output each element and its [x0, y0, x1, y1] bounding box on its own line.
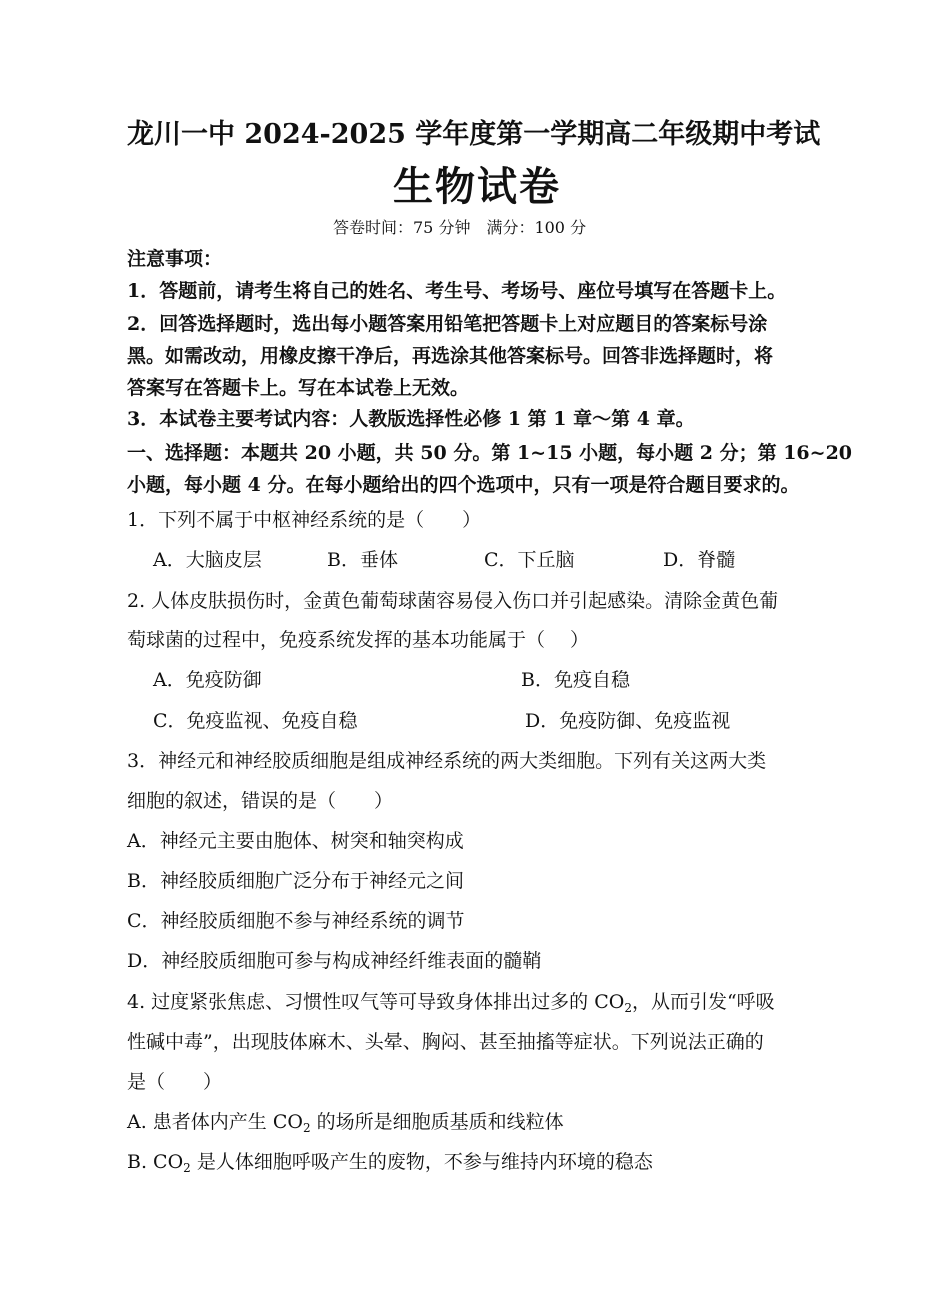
- q3-stem-b: 细胞的叙述，错误的是（ ）: [127, 790, 394, 812]
- q4-option-b: [127, 1149, 653, 1175]
- q4-stem-b: 性碱中毒”，出现肢体麻木、头晕、胸闷、甚至抽搐等症状。下列说法正确的: [127, 1031, 764, 1053]
- q1-option-d: D．脊髓: [663, 549, 736, 571]
- q4-option-b-part1: B. CO: [127, 1151, 184, 1173]
- q1-option-b: B．垂体: [327, 549, 398, 571]
- q2-option-a: A．免疫防御: [153, 669, 262, 691]
- section-1-intro-a: 一、选择题：本题共 20 小题，共 50 分。第 1~15 小题，每小题 2 分；第 16~20: [127, 442, 853, 464]
- note-1: 1．答题前，请考生将自己的姓名、考生号、考场号、座位号填写在答题卡上。: [127, 280, 787, 302]
- notes-heading: 注意事项：: [127, 248, 223, 270]
- q3-option-c: C．神经胶质细胞不参与神经系统的调节: [127, 910, 465, 932]
- q2-option-d: D．免疫防御、免疫监视: [525, 710, 731, 732]
- q4-option-a-part2: 的场所是细胞质基质和线粒体: [310, 1111, 564, 1133]
- exam-info: 答卷时间：75 分钟 满分：100 分: [333, 218, 587, 237]
- note-2-line-b: 黑。如需改动，用橡皮擦干净后，再选涂其他答案标号。回答非选择题时，将: [127, 345, 774, 367]
- q3-stem-a: 3．神经元和神经胶质细胞是组成神经系统的两大类细胞。下列有关这两大类: [127, 750, 767, 772]
- note-3: 3．本试卷主要考试内容：人教版选择性必修 1 第 1 章～第 4 章。: [127, 408, 695, 430]
- section-1-intro-b: 小题，每小题 4 分。在每小题给出的四个选项中，只有一项是符合题目要求的。: [127, 474, 800, 496]
- q1-option-c: C．下丘脑: [484, 549, 575, 571]
- q3-option-a: A．神经元主要由胞体、树突和轴突构成: [127, 830, 464, 852]
- q1-option-a: A．大脑皮层: [153, 549, 262, 571]
- q4-stem-c: 是（ ）: [127, 1071, 223, 1093]
- exam-title: 龙川一中 2024-2025 学年度第一学期高二年级期中考试: [127, 119, 821, 150]
- q4-stem-a: [127, 989, 775, 1015]
- q1-stem: 1．下列不属于中枢神经系统的是（ ）: [127, 509, 482, 531]
- q4-stem-a-part1: 4. 过度紧张焦虑、习惯性叹气等可导致身体排出过多的 CO: [127, 991, 625, 1013]
- note-2-line-a: 2．回答选择题时，选出每小题答案用铅笔把答题卡上对应题目的答案标号涂: [127, 313, 768, 335]
- q4-stem-a-part2: ，从而引发“呼吸: [631, 991, 775, 1013]
- q2-option-c: C．免疫监视、免疫自稳: [153, 710, 358, 732]
- q2-stem-b: 萄球菌的过程中，免疫系统发挥的基本功能属于（ ）: [127, 629, 590, 651]
- q4-stem-a-subscript: 2: [624, 1001, 632, 1015]
- q3-option-d: D．神经胶质细胞可参与构成神经纤维表面的髓鞘: [127, 950, 542, 972]
- q2-option-b: B．免疫自稳: [521, 669, 630, 691]
- subject-title: 生物试卷: [393, 163, 561, 210]
- q3-option-b: B．神经胶质细胞广泛分布于神经元之间: [127, 870, 464, 892]
- q4-option-b-part2: 是人体细胞呼吸产生的废物，不参与维持内环境的稳态: [190, 1151, 653, 1173]
- note-2-line-c: 答案写在答题卡上。写在本试卷上无效。: [127, 377, 470, 399]
- q2-stem-a: 2. 人体皮肤损伤时，金黄色葡萄球菌容易侵入伤口并引起感染。清除金黄色葡: [127, 590, 779, 612]
- q4-option-b-subscript: 2: [183, 1161, 191, 1175]
- q4-option-a: [127, 1109, 564, 1135]
- q4-option-a-part1: A. 患者体内产生 CO: [127, 1111, 303, 1133]
- q4-option-a-subscript: 2: [302, 1121, 311, 1135]
